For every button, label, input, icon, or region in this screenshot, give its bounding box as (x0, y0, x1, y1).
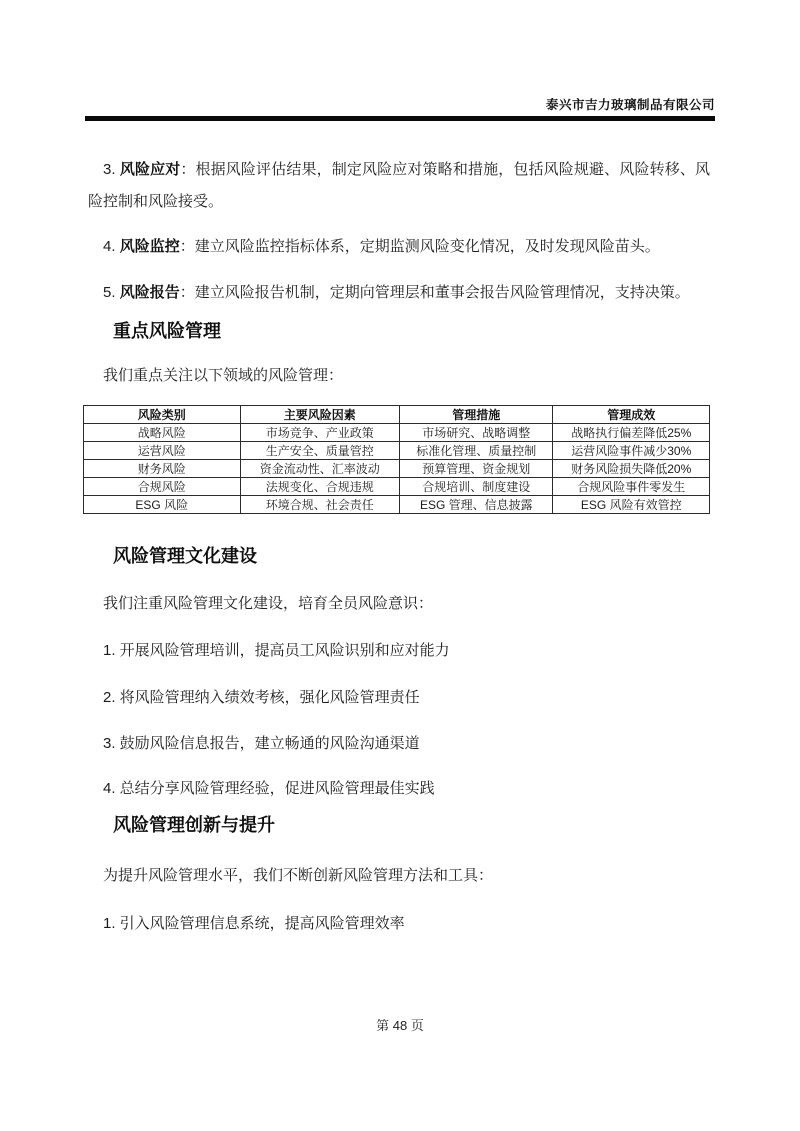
page-footer (0, 1016, 800, 1036)
cell-results: 财务风险损失降低20% (553, 460, 710, 478)
paragraph-lead: 风险监控 (119, 238, 180, 255)
culture-item-4: 4. 总结分享风险管理经验，促进风险管理最佳实践 (103, 780, 435, 797)
paragraph-lead: 风险应对 (119, 161, 181, 178)
cell-results: ESG 风险有效管控 (553, 496, 710, 514)
cell-measures: 预算管理、资金规划 (400, 460, 553, 478)
list-number: 4. (103, 238, 120, 255)
paragraph-risk-response (88, 154, 710, 218)
cell-risk-category: 财务风险 (84, 460, 241, 478)
cell-risk-category: 运营风险 (84, 442, 241, 460)
cell-measures: 市场研究、战略调整 (400, 424, 553, 442)
cell-results: 运营风险事件减少30% (553, 442, 710, 460)
cell-risk-category: ESG 风险 (84, 496, 241, 514)
list-number: 5. (103, 284, 120, 301)
key-risk-intro: 我们重点关注以下领域的风险管理： (103, 367, 344, 384)
culture-item-3: 3. 鼓励风险信息报告，建立畅通的风险沟通渠道 (103, 735, 420, 752)
risk-table (83, 405, 710, 514)
column-header-risk-category: 风险类别 (84, 406, 241, 424)
cell-risk-factors: 环境合规、社会责任 (240, 496, 400, 514)
page-number: 第 48 页 (376, 1018, 424, 1033)
cell-risk-factors: 市场竞争、产业政策 (240, 424, 400, 442)
culture-item-2: 2. 将风险管理纳入绩效考核，强化风险管理责任 (103, 689, 420, 706)
key-risk-heading: 重点风险管理 (113, 321, 221, 341)
culture-intro: 我们注重风险管理文化建设，培育全员风险意识： (103, 595, 434, 612)
paragraph-text: ：建立风险监控指标体系，定期监测风险变化情况，及时发现风险苗头。 (179, 238, 660, 255)
innovation-intro: 为提升风险管理水平，我们不断创新风险管理方法和工具： (103, 867, 494, 884)
cell-risk-category: 合规风险 (84, 478, 241, 496)
innovation-heading: 风险管理创新与提升 (113, 815, 275, 835)
cell-risk-factors: 资金流动性、汇率波动 (240, 460, 400, 478)
cell-risk-factors: 生产安全、质量管控 (240, 442, 400, 460)
paragraph-risk-reporting (88, 277, 710, 309)
cell-results: 合规风险事件零发生 (553, 478, 710, 496)
cell-measures: ESG 管理、信息披露 (400, 496, 553, 514)
innovation-item-1: 1. 引入风险管理信息系统，提高风险管理效率 (103, 915, 405, 932)
company-name: 泰兴市吉力玻璃制品有限公司 (545, 98, 715, 112)
list-number: 3. (103, 161, 120, 178)
column-header-risk-factors: 主要风险因素 (240, 406, 400, 424)
table-row (84, 496, 710, 514)
culture-heading: 风险管理文化建设 (113, 546, 257, 566)
cell-measures: 合规培训、制度建设 (400, 478, 553, 496)
table-row (84, 424, 710, 442)
cell-risk-category: 战略风险 (84, 424, 241, 442)
paragraph-risk-monitoring (88, 231, 710, 263)
table-row (84, 478, 710, 496)
table-header-row (84, 406, 710, 424)
paragraph-lead: 风险报告 (119, 284, 180, 301)
table-row (84, 442, 710, 460)
cell-measures: 标准化管理、质量控制 (400, 442, 553, 460)
column-header-measures: 管理措施 (400, 406, 553, 424)
cell-results: 战略执行偏差降低25% (553, 424, 710, 442)
paragraph-text: ：根据风险评估结果，制定风险应对策略和措施，包括风险规避、风险转移、风险控制和风险接受。 (88, 161, 710, 210)
paragraph-text: ：建立风险报告机制，定期向管理层和董事会报告风险管理情况，支持决策。 (179, 284, 690, 301)
cell-risk-factors: 法规变化、合规违规 (240, 478, 400, 496)
culture-item-1: 1. 开展风险管理培训，提高员工风险识别和应对能力 (103, 642, 450, 659)
header-rule (85, 116, 715, 121)
table-row (84, 460, 710, 478)
page-header (85, 97, 715, 121)
column-header-results: 管理成效 (553, 406, 710, 424)
page-content (88, 140, 710, 940)
